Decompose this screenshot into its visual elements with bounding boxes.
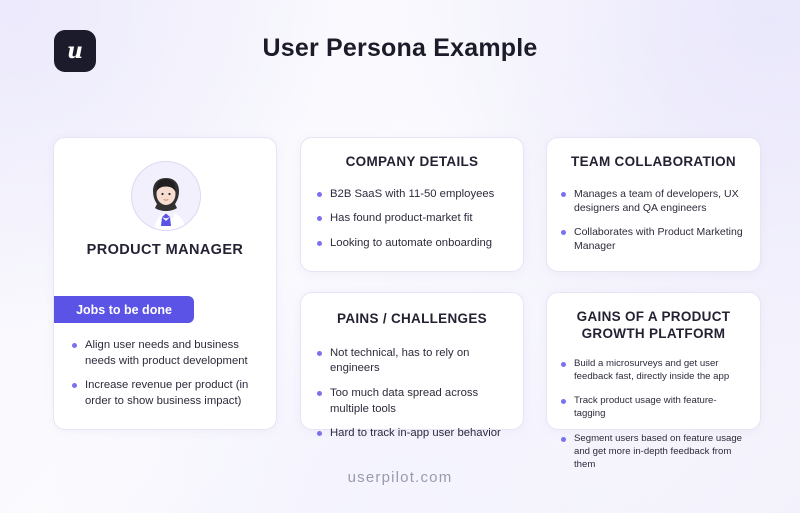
list-item: Looking to automate onboarding (317, 236, 507, 252)
logo-glyph: u (67, 38, 83, 64)
team-collaboration-list (561, 187, 746, 254)
team-collaboration-card (546, 137, 761, 272)
team-bullets (561, 187, 746, 254)
list-item: Align user needs and business needs with product development (72, 338, 262, 369)
pains-challenges-card (300, 292, 524, 440)
avatar (131, 161, 199, 229)
list-item: B2B SaaS with 11-50 employees (317, 187, 507, 203)
company-details-heading: COMPANY DETAILS (345, 154, 479, 169)
list-item: Track product usage with feature-tagging (561, 394, 746, 420)
list-item: Collaborates with Product Marketing Manager (561, 225, 746, 254)
persona-card (53, 137, 277, 430)
persona-jobs-list (72, 338, 262, 409)
gains-heading: GAINS OF A PRODUCT GROWTH PLATFORM (576, 309, 731, 341)
jobs-badge-label: Jobs to be done (76, 302, 172, 317)
persona-role: PRODUCT MANAGER (86, 242, 244, 258)
company-details-list (317, 187, 507, 252)
gains-card (546, 292, 761, 471)
list-item: Build a microsurveys and get user feedback fast, directly inside the app (561, 357, 746, 383)
pains-challenges-list (317, 346, 507, 442)
gains-bullets (561, 357, 746, 472)
company-bullets (317, 187, 507, 252)
pains-bullets (317, 346, 507, 442)
footer-brand: userpilot.com (347, 469, 453, 486)
list-item: Manages a team of developers, UX designers and QA engineers (561, 187, 746, 216)
company-details-card (300, 137, 524, 272)
jobs-to-be-done-badge (54, 296, 194, 323)
list-item: Hard to track in-app user behavior (317, 426, 507, 442)
gains-list (561, 357, 746, 472)
jobs-bullets (72, 338, 262, 409)
list-item: Not technical, has to rely on engineers (317, 346, 507, 377)
list-item: Increase revenue per product (in order to show business impact) (72, 378, 262, 409)
team-collaboration-heading: TEAM COLLABORATION (571, 154, 736, 169)
list-item: Too much data spread across multiple tools (317, 386, 507, 417)
list-item: Has found product-market fit (317, 211, 507, 227)
page-title: User Persona Example (262, 34, 538, 62)
pains-challenges-heading: PAINS / CHALLENGES (337, 311, 487, 326)
list-item: Segment users based on feature usage and get more in-depth feedback from them (561, 432, 746, 472)
female-avatar-illustration (132, 162, 200, 230)
avatar-circle (131, 161, 201, 231)
